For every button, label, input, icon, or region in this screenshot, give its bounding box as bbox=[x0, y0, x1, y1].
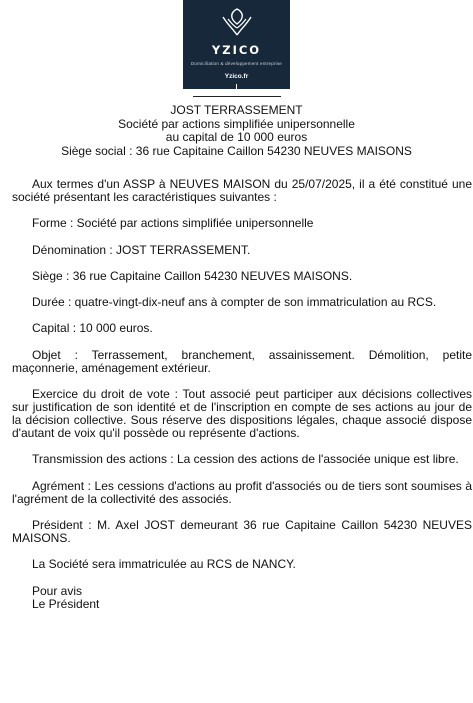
capital-paragraph: Capital : 10 000 euros. bbox=[32, 321, 153, 336]
pour-avis: Pour avis bbox=[32, 583, 83, 598]
siege-paragraph: Siège : 36 rue Capitaine Caillon 54230 NEUVES MAISONS. bbox=[32, 268, 353, 283]
intro-paragraph: Aux termes d'un ASSP à NEUVES MAISON du 25/07/2025, il a été constitué une société présentant les caractéristiques suivantes : bbox=[12, 177, 472, 204]
transmission-paragraph: Transmission des actions : La cession des actions de l'associée unique est libre. bbox=[32, 452, 459, 467]
company-form: Société par actions simplifiée unipersonnelle bbox=[118, 116, 355, 131]
company-capital: au capital de 10 000 euros bbox=[165, 130, 308, 144]
vote-paragraph: Exercice du droit de vote : Tout associé peut participer aux décisions collectives sur justification de son identité et de l'inscription en compte de ses actions au jour de la décision collective. Sous réserve des dispositions légales, chaque associé dispose d'autant de voix qu'il possède ou représente d'actions. bbox=[12, 387, 472, 441]
rcs-paragraph: La Société sera immatriculée au RCS de NANCY. bbox=[32, 557, 296, 572]
agrement-paragraph: Agrément : Les cessions d'actions au profit d'associés ou de tiers sont soumises à l'agrément de la collectivité des associés. bbox=[12, 478, 472, 506]
logo-site: Yzico.fr bbox=[224, 73, 249, 80]
notice-header bbox=[0, 104, 473, 158]
leaf-emblem-icon bbox=[220, 5, 254, 39]
objet-paragraph: Objet : Terrassement, branchement, assainissement. Démolition, petite maçonnerie, aménagement extérieur. bbox=[12, 347, 472, 375]
company-seat: Siège social : 36 rue Capitaine Caillon 54230 NEUVES MAISONS bbox=[61, 143, 412, 158]
denomination-paragraph: Dénomination : JOST TERRASSEMENT. bbox=[32, 242, 251, 257]
yzico-logo bbox=[183, 0, 290, 89]
logo-tagline: Domiciliation & développement entreprise bbox=[190, 61, 283, 66]
duree-paragraph: Durée : quatre-vingt-dix-neuf ans à compter de son immatriculation au RCS. bbox=[32, 295, 437, 310]
header-rule bbox=[193, 96, 281, 97]
president-paragraph: Président : M. Axel JOST demeurant 36 rue Capitaine Caillon 54230 NEUVES MAISONS. bbox=[12, 517, 472, 545]
notice-body bbox=[12, 178, 472, 611]
forme-paragraph: Forme : Société par actions simplifiée unipersonnelle bbox=[32, 216, 314, 231]
company-name: JOST TERRASSEMENT bbox=[170, 103, 303, 117]
logo-tick bbox=[236, 84, 237, 89]
logo-brand: YZICO bbox=[211, 43, 262, 57]
signature-title: Le Président bbox=[32, 596, 100, 611]
